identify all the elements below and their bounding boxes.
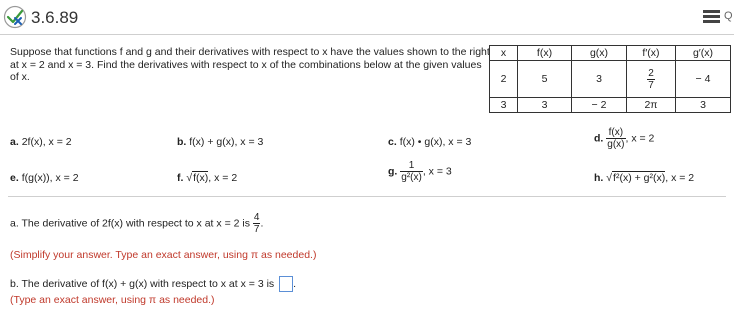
part-label: g. — [388, 165, 398, 178]
part-b — [177, 136, 263, 148]
part-expression: f(x) + g(x), x = 3 — [189, 136, 264, 148]
part-tail: , x = 2 — [665, 172, 695, 184]
part-tail: , x = 3 — [422, 165, 452, 178]
answer-a — [10, 212, 263, 235]
table-header-row — [490, 46, 731, 61]
part-expression: f(g(x)), x = 2 — [21, 172, 79, 184]
fraction-denominator: 7 — [253, 224, 260, 235]
part-tail: , x = 2 — [625, 132, 655, 145]
cell-fprime — [627, 61, 676, 98]
fraction-denominator: g²(x) — [401, 172, 422, 183]
part-label: h. — [594, 172, 604, 184]
header-f: f(x) — [518, 46, 572, 61]
header-x: x — [490, 46, 518, 61]
table-row — [490, 98, 731, 113]
cell-f: 5 — [518, 61, 572, 98]
sqrt-icon: √ — [606, 172, 613, 184]
header-g: g(x) — [572, 46, 627, 61]
part-label: b. — [177, 136, 187, 148]
part-c — [388, 136, 471, 148]
answer-suffix: . — [293, 277, 297, 290]
section-divider — [8, 196, 726, 197]
part-tail: , x = 2 — [208, 172, 238, 184]
fraction-numerator: 1 — [400, 160, 423, 172]
table-row — [490, 61, 731, 98]
fraction — [647, 68, 655, 91]
cell-f: 3 — [518, 98, 572, 113]
check-x-icon — [3, 5, 27, 29]
cell-x: 3 — [490, 98, 518, 113]
radicand: f²(x) + g²(x) — [613, 172, 666, 184]
answer-b-note: (Type an exact answer, using π as needed.) — [10, 294, 215, 306]
cell-gprime: − 4 — [676, 61, 731, 98]
part-f — [177, 172, 237, 184]
part-label: f. — [177, 172, 184, 184]
cell-g: 3 — [572, 61, 627, 98]
fraction — [606, 127, 625, 150]
answer-a-note: (Simplify your answer. Type an exact answer, using π as needed.) — [10, 249, 317, 261]
sqrt-icon: √ — [186, 172, 193, 184]
part-label: a. — [10, 136, 19, 148]
search-initial[interactable]: Q — [724, 10, 733, 22]
part-a — [10, 136, 72, 148]
answer-b — [10, 276, 296, 292]
part-expression: 2f(x), x = 2 — [21, 136, 72, 148]
answer-prompt: a. The derivative of 2f(x) with respect to x at x = 2 is — [10, 217, 250, 230]
part-g — [388, 160, 452, 183]
header-bar — [0, 0, 734, 35]
cell-fprime: 2π — [627, 98, 676, 113]
part-h — [594, 172, 694, 184]
part-expression: f(x) • g(x), x = 3 — [399, 136, 472, 148]
answer-input[interactable] — [279, 276, 293, 292]
part-e — [10, 172, 79, 184]
problem-statement: Suppose that functions f and g and their derivatives with respect to x have the values shown to the right at x = 2 and x = 3. Find the derivatives with respect to x of the combinations below at the given values of x. — [10, 46, 490, 83]
fraction-denominator: g(x) — [607, 139, 625, 150]
radicand: f(x) — [193, 172, 209, 184]
part-label: d. — [594, 132, 604, 145]
values-table — [489, 45, 731, 113]
problem-number: 3.6.89 — [31, 8, 79, 27]
part-label: c. — [388, 136, 397, 148]
header-gprime: g′(x) — [676, 46, 731, 61]
cell-gprime: 3 — [676, 98, 731, 113]
fraction — [400, 160, 423, 183]
cell-x: 2 — [490, 61, 518, 98]
fraction-denominator: 7 — [648, 79, 654, 91]
answer-suffix: . — [260, 217, 264, 230]
part-d — [594, 127, 654, 150]
header-fprime: f′(x) — [627, 46, 676, 61]
menu-icon[interactable] — [703, 10, 723, 26]
cell-g: − 2 — [572, 98, 627, 113]
answer-prompt: b. The derivative of f(x) + g(x) with respect to x at x = 3 is — [10, 277, 275, 290]
fraction-numerator: f(x) — [606, 127, 625, 139]
fraction-numerator: 4 — [253, 212, 260, 223]
part-label: e. — [10, 172, 19, 184]
fraction-numerator: 2 — [648, 67, 654, 79]
